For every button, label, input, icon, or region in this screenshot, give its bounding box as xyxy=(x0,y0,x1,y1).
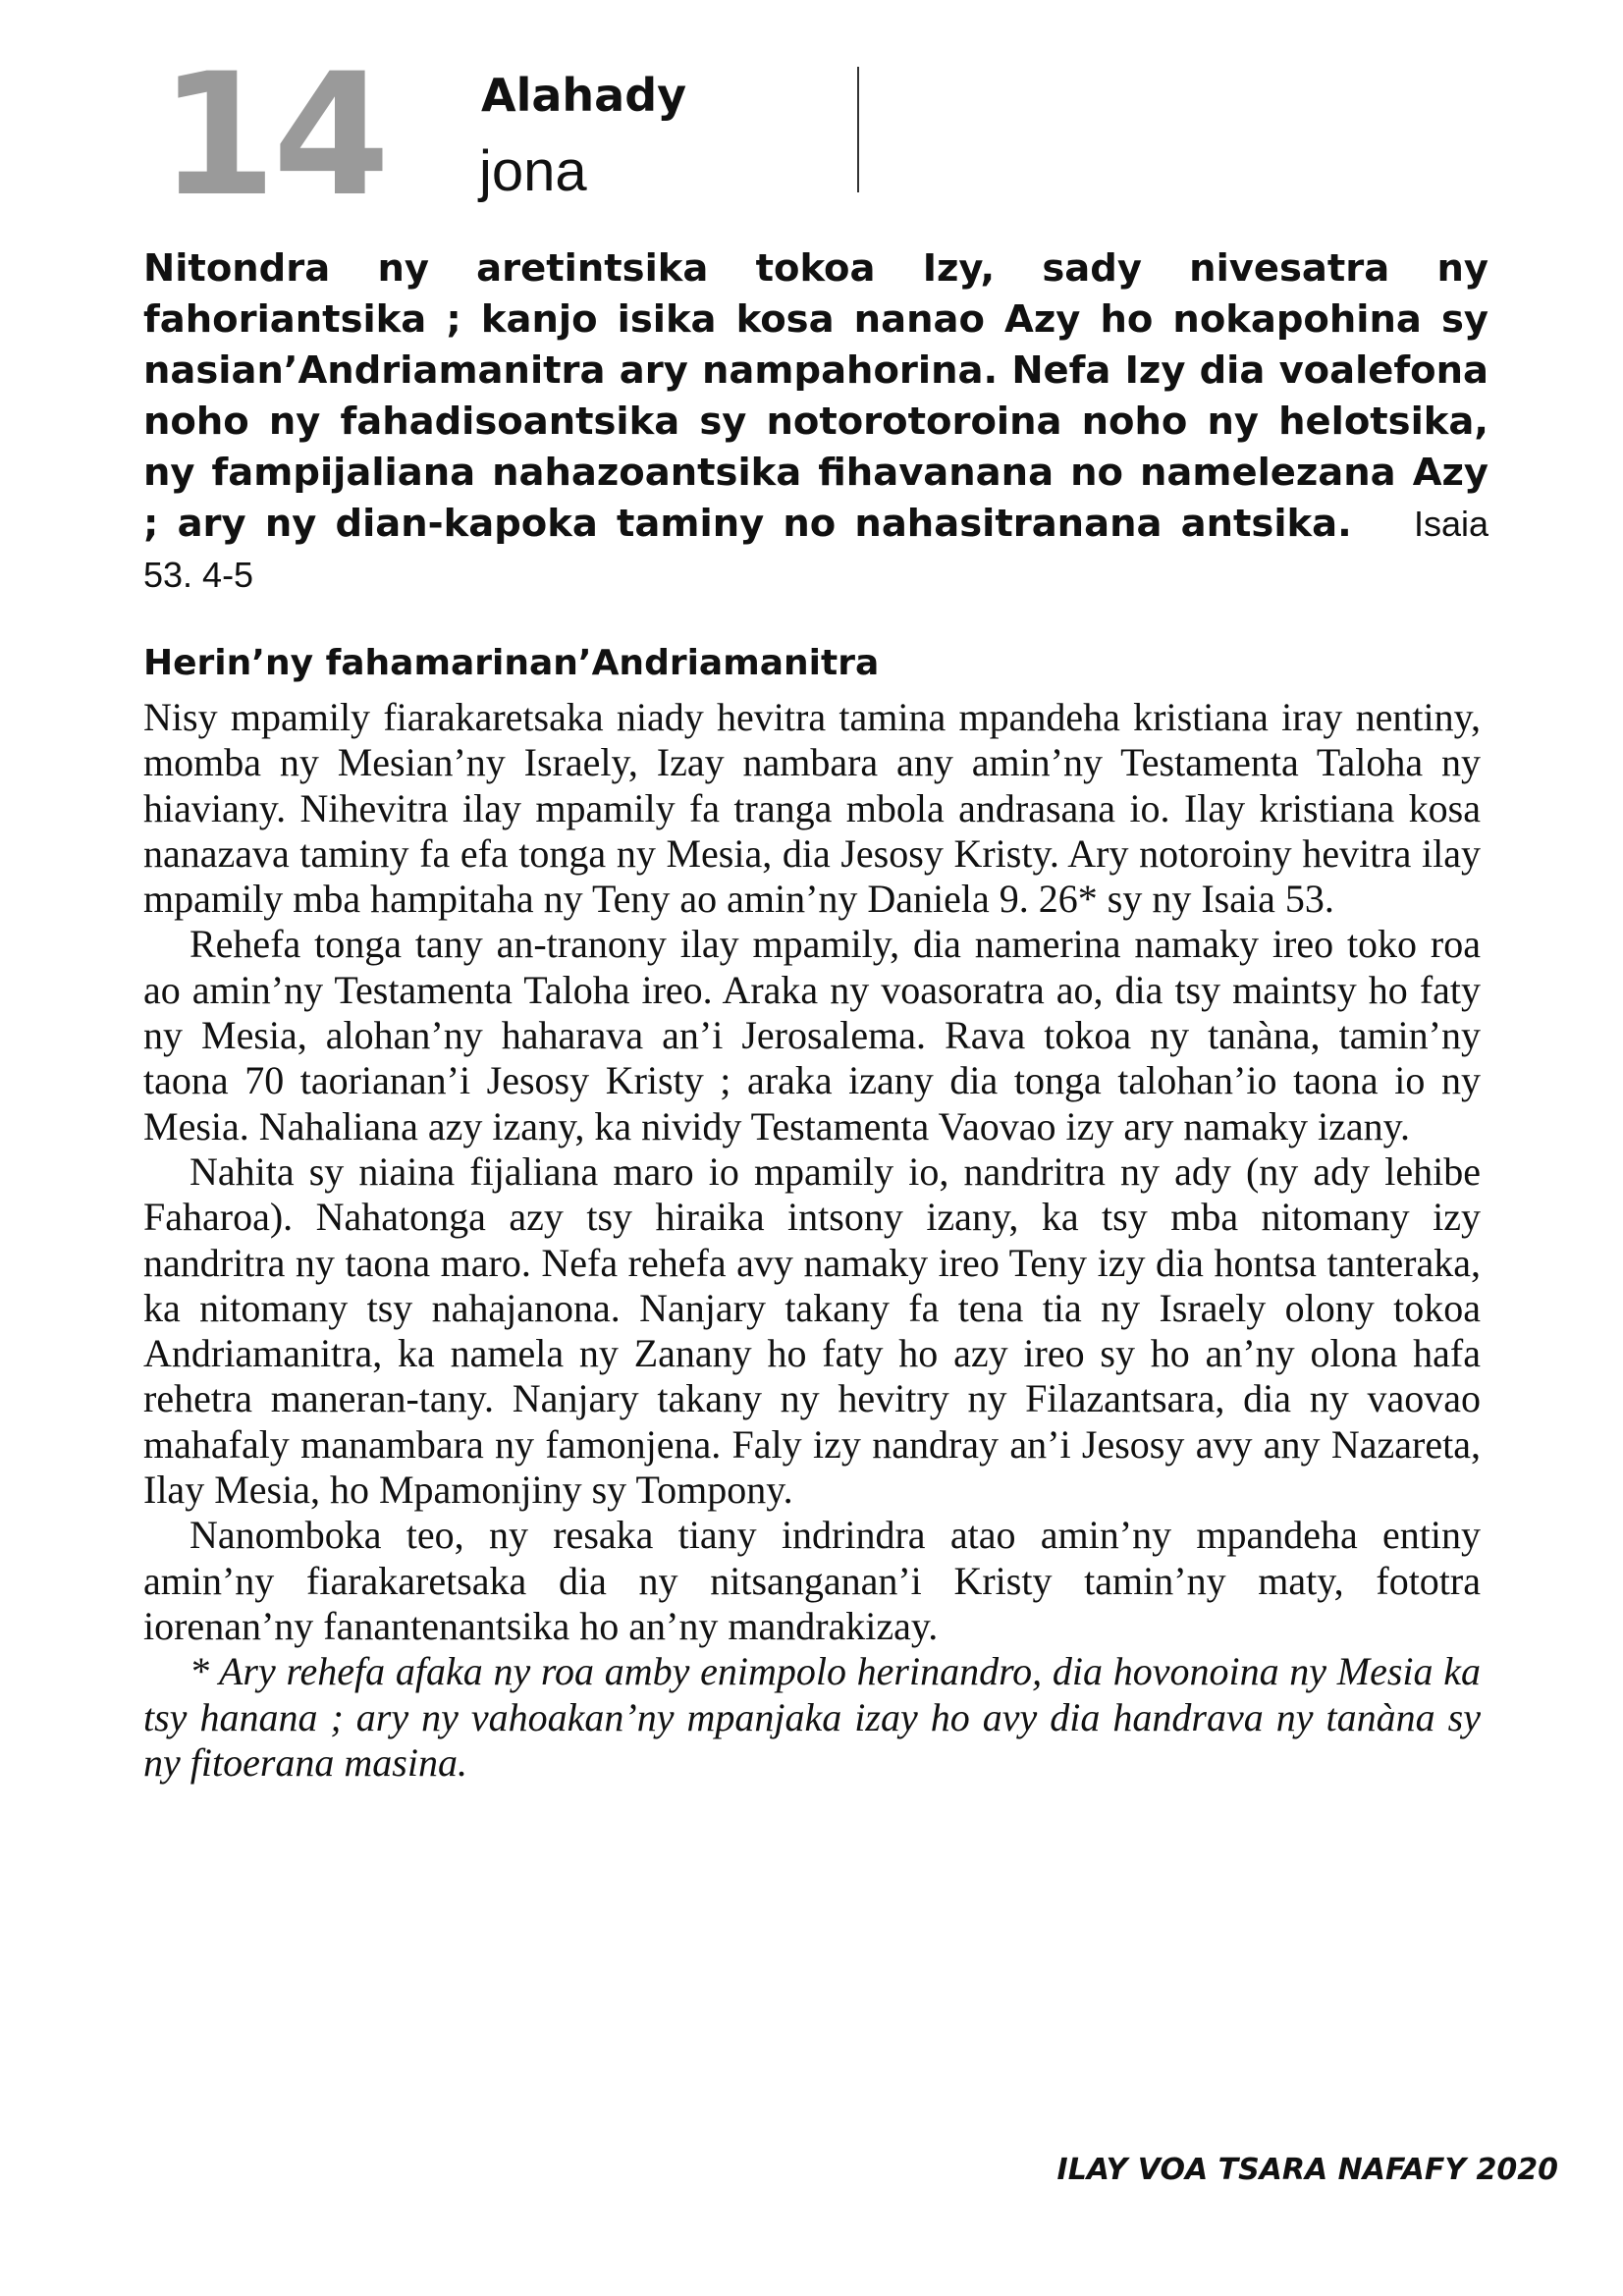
paragraph-2: Rehefa tonga tany an-tranony ilay mpamily, dia namerina namaky ireo toko roa ao amin’ny Testamenta Taloha ireo. Araka ny voasoratra ao, dia tsy maintsy ho faty ny Mesia, alohan’ny haharava an’i Jerosalema. Rava tokoa ny tanàna, tamin’ny taona 70 taorianan’i Jesosy Kristy ; araka izany dia tonga talohan’io taona io ny Mesia. Nahaliana azy izany, ka nividy Testamenta Vaovao izy ary namaky izany. xyxy=(143,922,1481,1148)
verse-text: Nitondra ny aretintsika tokoa Izy, sady nivesatra ny fahoriantsika ; kanjo isika kosa nanao Azy ho nokapohina sy nasian’Andriamanitra ary nampahorina. Nefa Izy dia voalefona noho ny fahadisoantsika sy notorotoroina noho ny helotsika, ny fampijaliana nahazoantsika fihavanana no namelezana Azy ; ary ny dian-kapoka taminy no nahasitranana antsika. xyxy=(143,246,1488,546)
footer-publication-title: ILAY VOA TSARA NAFAFY 2020 xyxy=(1056,2153,1558,2187)
day-number: 14 xyxy=(159,36,387,234)
weekday: Alahady xyxy=(481,69,687,122)
paragraph-1: Nisy mpamily fiarakaretsaka niady hevitra tamina mpandeha kristiana iray nentiny, momba ny Mesian’ny Israely, Izay nambara any amin’ny Testamenta Taloha ny hiaviany. Nihevitra ilay mpamily fa tranga mbola andrasana io. Ilay kristiana kosa nanazava taminy fa efa tonga ny Mesia, dia Jesosy Kristy. Ary notoroiny hevitra ilay mpamily mba hampitaha ny Teny ao amin’ny Daniela 9. 26* sy ny Isaia 53. xyxy=(143,695,1481,922)
paragraph-4: Nanomboka teo, ny resaka tiany indrindra atao amin’ny mpandeha entiny amin’ny fiarakaretsaka dia ny nitsanganan’i Kristy tamin’ny maty, fototra iorenan’ny fanantenantsika ho an’ny mandrakizay. xyxy=(143,1513,1481,1648)
section-title: Herin’ny fahamarinan’Andriamanitra xyxy=(143,643,880,683)
footnote: * Ary rehefa afaka ny roa amby enimpolo herinandro, dia hovonoina ny Mesia ka tsy hanana ; ary ny vahoakan’ny mpanjaka izay ho avy dia handrava ny tanàna sy ny fitoerana masina. xyxy=(143,1649,1481,1785)
devotional-body xyxy=(143,695,1481,1786)
verse-reference: Isaia 53. 4-5 xyxy=(143,504,1488,595)
bible-verse xyxy=(143,243,1488,601)
paragraph-3: Nahita sy niaina fijaliana maro io mpamily io, nandritra ny ady (ny ady lehibe Faharoa). Nahatonga azy tsy hiraika intsony izany, ka tsy mba nitomany izy nandritra ny taona maro. Nefa rehefa avy namaky ireo Teny izy dia hontsa tanteraka, ka nitomany tsy nahajanona. Nanjary takany fa tena tia ny Israely olony tokoa Andriamanitra, ka namela ny Zanany ho faty ho azy ireo sy ho an’ny olona hafa rehetra maneran-tany. Nanjary takany ny hevitry ny Filazantsara, dia ny vaovao mahafaly manambara ny famonjena. Faly izy nandray an’i Jesosy avy any Nazareta, Ilay Mesia, ho Mpamonjiny sy Tompony. xyxy=(143,1148,1481,1513)
month: jona xyxy=(479,139,587,203)
header-divider xyxy=(857,67,859,192)
